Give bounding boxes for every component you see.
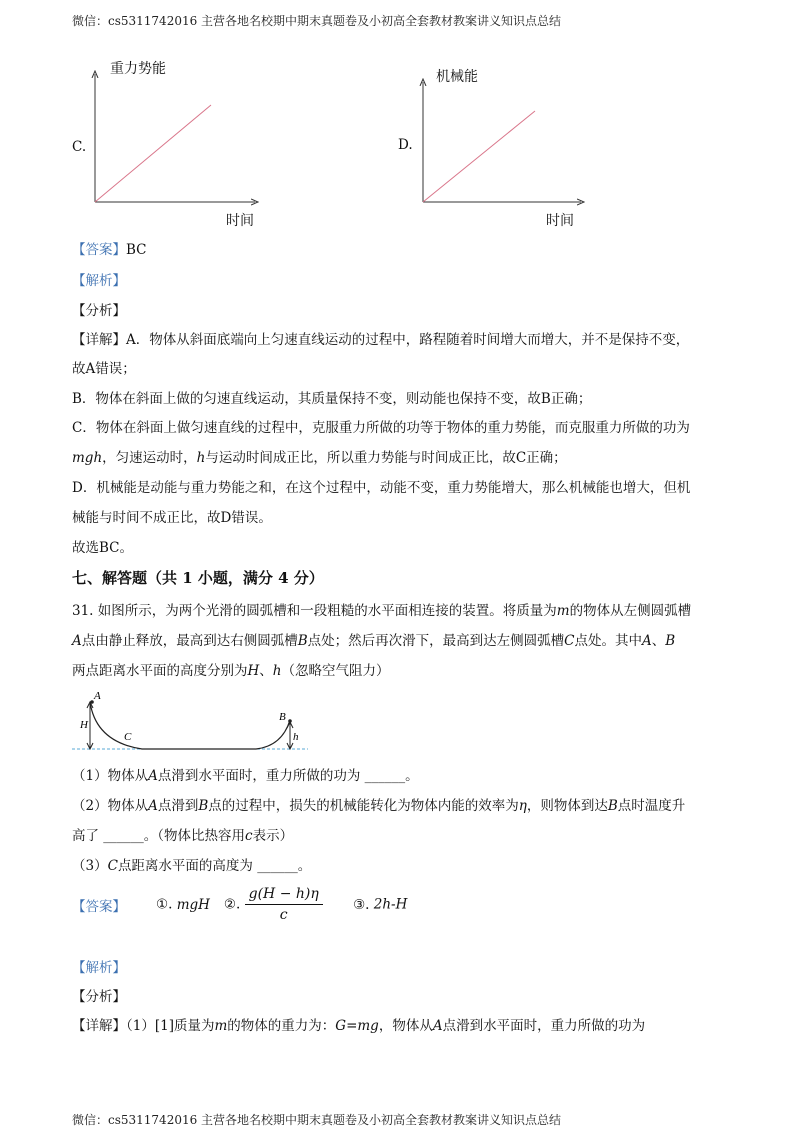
text: 点的过程中，损失的机械能转化为物体内能的效率为: [208, 798, 519, 814]
detail-tag: 【详解】: [72, 332, 126, 348]
text: 点处；然后再次滑下，最高到达左侧圆弧槽: [307, 633, 565, 649]
q31-line-3: [72, 661, 389, 681]
q30-detail-line-1: [72, 330, 689, 350]
graph-d-line: [423, 111, 535, 202]
q30-detail-line-3: B．物体在斜面上做的匀速直线运动，其质量保持不变，则动能也保持不变，故B正确；: [72, 391, 592, 407]
text: 高了 ______。（物体比热容用: [72, 828, 246, 844]
text: 的物体从左侧圆弧槽: [569, 603, 692, 619]
q31-line-2: [72, 631, 675, 651]
q30-detail-line-4: C．物体在斜面上做匀速直线的过程中，克服重力所做的功等于物体的重力势能，而克服重力所做的功为: [72, 420, 690, 436]
q30-detail-line-7: 械能与时间不成正比，故D错误。: [72, 510, 272, 526]
label-C: C: [124, 731, 132, 743]
analysis-tag: 【解析】: [72, 273, 126, 289]
text: 点滑到水平面时，重力所做的功为: [442, 1018, 646, 1034]
math-c: c: [245, 828, 253, 844]
answer-1-number: ①.: [156, 896, 173, 913]
graph-c: [85, 70, 265, 210]
math-m: m: [556, 603, 570, 619]
graph-d-xlabel: 时间: [546, 213, 574, 229]
math-mgh: mgh: [72, 450, 103, 466]
answer-tag: 【答案】: [72, 898, 126, 915]
text: （忽略空气阻力）: [281, 663, 390, 679]
q31-detail-line-1: [72, 1016, 645, 1036]
answer-tag: 【答案】: [72, 242, 126, 258]
graph-d-ylabel: 机械能: [436, 69, 478, 85]
text: 点滑到水平面时，重力所做的功为 ______。: [157, 768, 419, 784]
answer-2-number: ②.: [223, 896, 241, 913]
math-h: h: [196, 450, 206, 466]
text: 、: [651, 633, 666, 649]
math-B: B: [665, 633, 676, 649]
option-c-label: C.: [72, 139, 87, 155]
q31-answer: [72, 886, 407, 923]
math-B: B: [198, 798, 209, 814]
answer-1: mgH: [176, 896, 210, 913]
graph-c-xlabel: 时间: [226, 213, 254, 229]
q30-detail-line-5: [72, 448, 567, 468]
math-A: A: [148, 798, 158, 814]
answer-3-number: ③.: [353, 896, 370, 913]
q31-part-2-cont: [72, 826, 293, 846]
math-A: A: [642, 633, 652, 649]
text: 表示）: [252, 828, 294, 844]
math-A: A: [148, 768, 158, 784]
fraction-denominator: c: [279, 907, 288, 923]
text: 31. 如图所示，为两个光滑的圆弧槽和一段粗糙的水平面相连接的装置。将质量为: [72, 603, 557, 619]
math-A: A: [72, 633, 82, 649]
q31-part-2: [72, 796, 685, 816]
math-C: C: [564, 633, 575, 649]
fraction-numerator: g(H − h)η: [245, 886, 323, 905]
text: 点时温度升: [617, 798, 686, 814]
q31-part-1: [72, 766, 419, 786]
graph-d: [413, 70, 593, 210]
math-h: h: [272, 663, 282, 679]
page-footer: 微信：cs5311742016 主营各地名校期中期末真题卷及小初高全套教材教案讲义知识点总结: [72, 1113, 562, 1127]
q30-detail-line-6: D．机械能是动能与重力势能之和，在这个过程中，动能不变，重力势能增大，那么机械能也增大，但机: [72, 480, 691, 496]
detail-tag: 【详解】: [72, 1018, 126, 1034]
text: ，物体从: [378, 1018, 433, 1034]
q31-part-3: [72, 856, 311, 876]
text: 点距离水平面的高度为 ______。: [117, 858, 312, 874]
q30-answer: [72, 240, 147, 260]
text: （3）: [72, 858, 108, 874]
math-G: G=mg: [335, 1018, 379, 1034]
math-eta: η: [518, 798, 527, 814]
track-curve: [90, 702, 290, 749]
math-C: C: [107, 858, 118, 874]
text: 的物体的重力为：: [227, 1018, 336, 1034]
math-B: B: [297, 633, 308, 649]
math-A: A: [432, 1018, 443, 1034]
option-d-label: D.: [398, 137, 413, 153]
q31-line-1: [72, 601, 691, 621]
text: 与运动时间成正比，所以重力势能与时间成正比，故C正确；: [205, 450, 567, 466]
text: （1）[1]质量为: [126, 1018, 215, 1034]
detail-text: A．物体从斜面底端向上匀速直线运动的过程中，路程随着时间增大而增大，并不是保持不变，: [126, 332, 690, 348]
text: 点滑到: [157, 798, 199, 814]
text: （1）物体从: [72, 768, 149, 784]
answer-2-fraction: [245, 886, 323, 923]
text: 点处。其中: [574, 633, 643, 649]
graph-c-ylabel: 重力势能: [110, 61, 166, 77]
text: （2）物体从: [72, 798, 149, 814]
math-m: m: [214, 1018, 228, 1034]
math-B: B: [607, 798, 618, 814]
q30-detail-line-8: 故选BC。: [72, 540, 134, 556]
section-title: 七、解答题（共 1 小题，满分 4 分）: [72, 569, 324, 587]
label-h: h: [293, 731, 299, 743]
text: 两点距离水平面的高度分别为: [72, 663, 248, 679]
label-H: H: [80, 719, 88, 731]
point-B: [288, 719, 292, 723]
q31-figure: [72, 690, 312, 758]
label-A: A: [94, 690, 101, 702]
answer-3: 2h-H: [373, 896, 408, 913]
q31-analysis-tag: 【解析】: [72, 960, 126, 976]
page-header: 微信：cs5311742016 主营各地名校期中期末真题卷及小初高全套教材教案讲义知识点总结: [72, 14, 562, 28]
text: ，匀速运动时，: [102, 450, 197, 466]
text: 、: [259, 663, 273, 679]
answer-value: BC: [126, 242, 147, 258]
fenxi-tag: 【分析】: [72, 303, 126, 319]
text: ，则物体到达: [526, 798, 608, 814]
math-H: H: [247, 663, 260, 679]
q31-fenxi-tag: 【分析】: [72, 989, 126, 1005]
label-B: B: [279, 711, 286, 723]
graph-c-line: [95, 105, 211, 202]
q30-detail-line-2: 故A错误；: [72, 361, 136, 377]
text: 点由静止释放，最高到达右侧圆弧槽: [81, 633, 298, 649]
